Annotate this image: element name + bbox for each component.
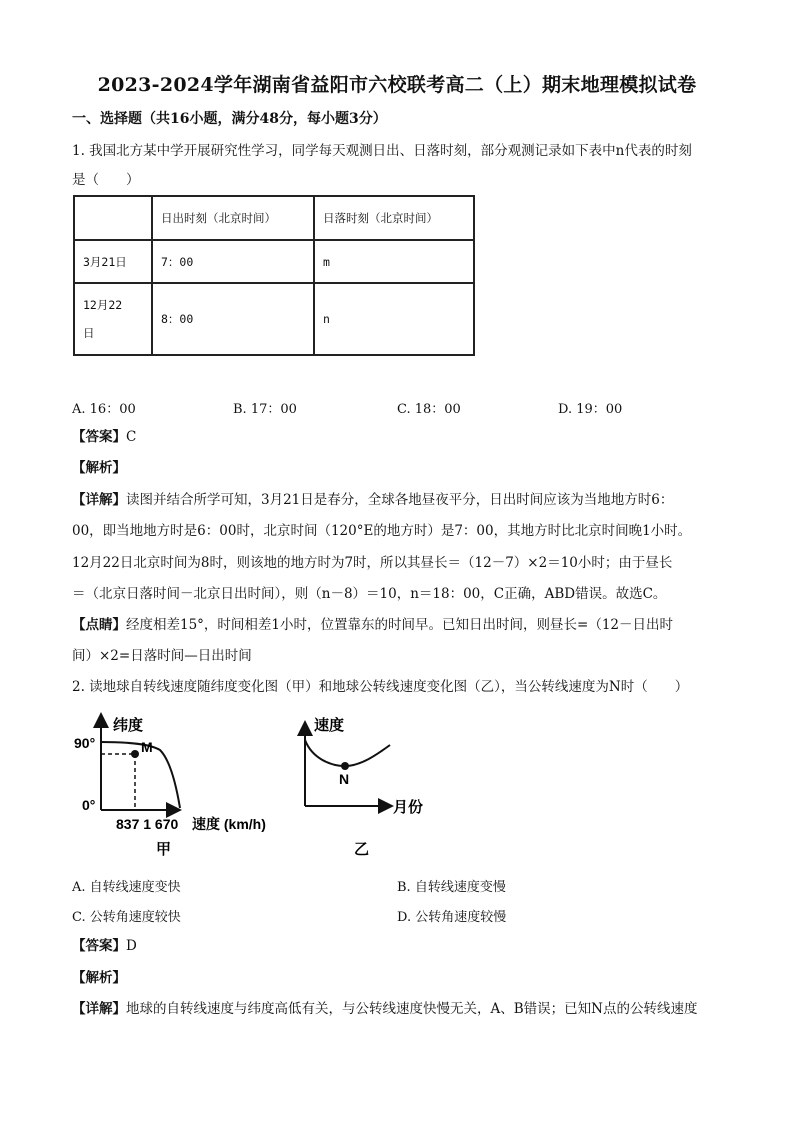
- fig-a-point-label: M: [141, 739, 153, 755]
- table-cell-date: 3月21日: [74, 240, 152, 283]
- q2-option-d: D. 公转角速度较慢: [397, 910, 507, 925]
- table-header-sunrise: 日出时刻（北京时间）: [152, 196, 314, 240]
- q1-detail-line3: 12月22日北京时间为8时，则该地的地方时为7时，所以其昼长＝（12－7）×2＝10小时；由于昼长: [72, 555, 673, 571]
- q2-option-a: A. 自转线速度变快: [72, 880, 181, 895]
- q1-tip-line2: 间）×2=日落时间—日出时间: [72, 648, 252, 664]
- fig-b-point-label: N: [339, 771, 350, 787]
- q1-option-c: C. 18：00: [397, 402, 461, 417]
- q1-option-b: B. 17：00: [233, 402, 297, 417]
- table-header-sunset: 日落时刻（北京时间）: [314, 196, 474, 240]
- fig-a-y90: 90°: [74, 735, 96, 751]
- table-cell-sunset: m: [314, 240, 474, 283]
- section-heading: 一、选择题（共16小题，满分48分，每小题3分）: [72, 111, 387, 127]
- table-cell-sunrise: 7：00: [152, 240, 314, 283]
- fig-a-caption: 甲: [156, 841, 172, 858]
- fig-a-point-m: [131, 750, 139, 758]
- q1-stem-line2: 是（ ）: [72, 172, 140, 188]
- q2-option-b: B. 自转线速度变慢: [397, 880, 506, 895]
- q1-answer: 【答案】C: [72, 429, 137, 445]
- table-cell-date: 12月22 日: [74, 283, 152, 355]
- fig-a-ylabel: 纬度: [113, 717, 144, 734]
- fig-a-y0: 0°: [82, 797, 96, 813]
- q1-detail-line4: ＝（北京日落时间－北京日出时间），则（n－8）＝10，n＝18：00，C正确，ABD错误。故选C。: [72, 586, 667, 602]
- fig-a-xticks: 837 1 670: [116, 816, 179, 832]
- q1-option-d: D. 19：00: [558, 402, 623, 417]
- table-cell-sunset: n: [314, 283, 474, 355]
- q2-stem: 2. 读地球自转线速度随纬度变化图（甲）和地球公转线速度变化图（乙），当公转线速度为N时（ ）: [72, 679, 689, 695]
- q1-detail-line1: 【详解】读图并结合所学可知，3月21日是春分，全球各地昼夜平分，日出时间应该为当地地方时6：: [72, 492, 674, 508]
- table-cell-empty: [74, 196, 152, 240]
- fig-b-xlabel: 月份: [393, 799, 424, 816]
- fig-b-curve: [305, 740, 390, 766]
- fig-b-point-n: [341, 762, 349, 770]
- fig-b-ylabel: 速度: [314, 717, 345, 734]
- q2-answer: 【答案】D: [72, 938, 137, 954]
- fig-b-caption: 乙: [354, 841, 370, 858]
- q2-option-c: C. 公转角速度较快: [72, 910, 181, 925]
- table-row: [74, 240, 474, 283]
- q1-tip-line1: 【点睛】经度相差15°，时间相差1小时，位置靠东的时间早。已知日出时间，则昼长=（12－日出时: [72, 617, 674, 633]
- page-title: 2023-2024学年湖南省益阳市六校联考高二（上）期末地理模拟试卷: [97, 74, 697, 96]
- q1-analysis-label: 【解析】: [72, 460, 126, 476]
- table-cell-sunrise: 8：00: [152, 283, 314, 355]
- q2-analysis-label: 【解析】: [72, 970, 126, 986]
- q2-figure-a: [70, 708, 285, 858]
- q1-stem-line1: 1. 我国北方某中学开展研究性学习，同学每天观测日出、日落时刻，部分观测记录如下表中n代表的时刻: [72, 143, 692, 159]
- q1-option-a: A. 16：00: [72, 402, 136, 417]
- q1-detail-line2: 00，即当地地方时是6：00时，北京时间（120°E的地方时）是7：00，其地方时比北京时间晚1小时。: [72, 523, 692, 539]
- q2-figure-b: [292, 708, 442, 858]
- q2-detail-line1: 【详解】地球的自转线速度与纬度高低有关，与公转线速度快慢无关，A、B错误；已知N点的公转线速度: [72, 1001, 698, 1017]
- table-row: [74, 196, 474, 240]
- fig-a-xlabel: 速度 (km/h): [192, 816, 266, 832]
- q1-table: [73, 195, 475, 356]
- table-row: [74, 283, 474, 355]
